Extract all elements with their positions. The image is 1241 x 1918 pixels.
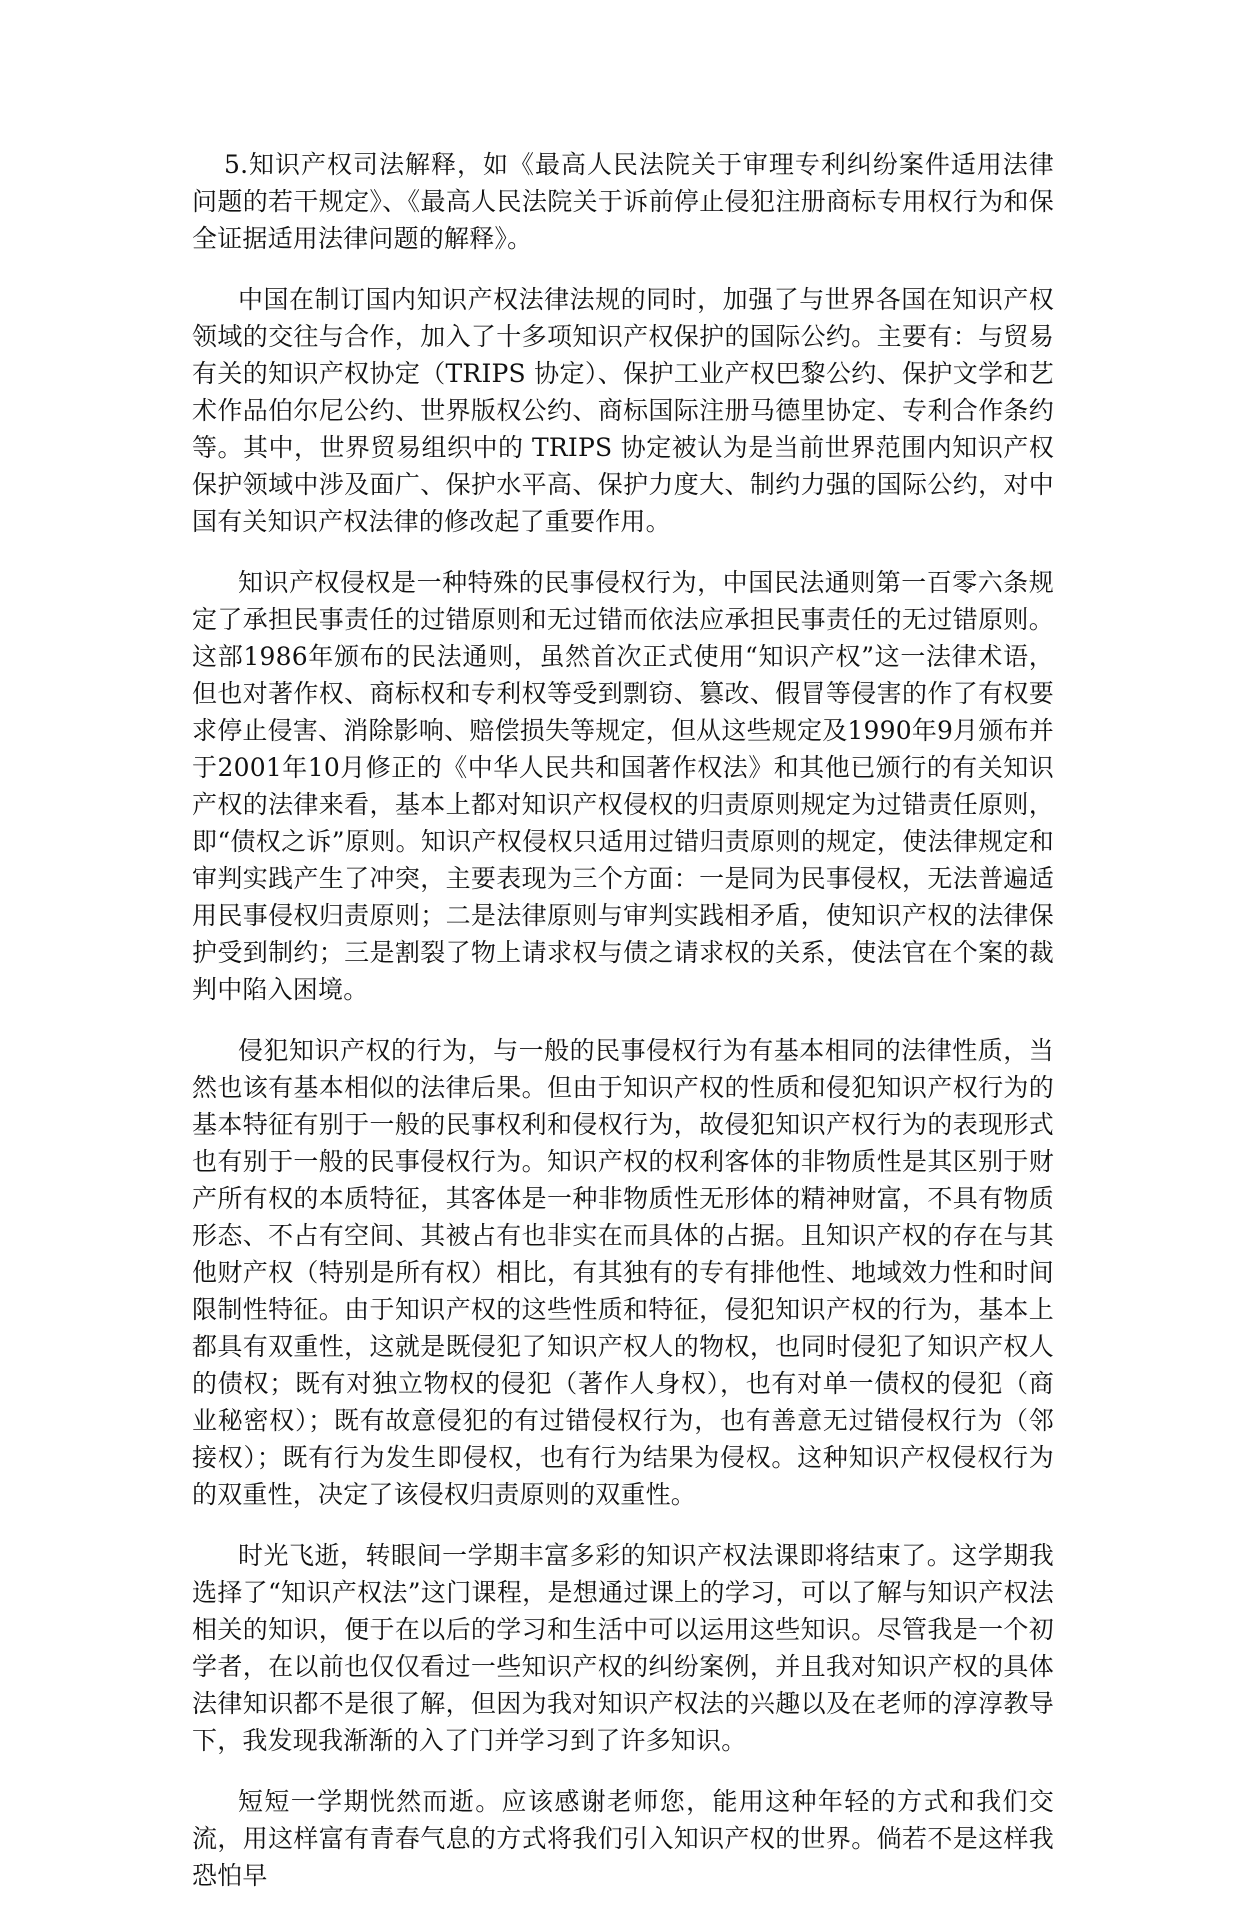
paragraph-course-reflection: 时光飞逝，转眼间一学期丰富多彩的知识产权法课即将结束了。这学期我选择了“知识产权法”这门课程，是想通过课上的学习，可以了解与知识产权法相关的知识，便于在以后的学习和生活中可以运用这些知识。尽管我是一个初学者，在以前也仅仅看过一些知识产权的纠纷案例，并且我对知识产权的具体法律知识都不是很了解，但因为我对知识产权法的兴趣以及在老师的淳淳教导下，我发现我渐渐的入了门并学习到了许多知识。 (192, 1541, 1054, 1755)
document-body (192, 146, 1054, 1918)
paragraph-infringement-principles: 知识产权侵权是一种特殊的民事侵权行为，中国民法通则第一百零六条规定了承担民事责任的过错原则和无过错而依法应承担民事责任的无过错原则。这部1986年颁布的民法通则，虽然首次正式使用“知识产权”这一法律术语，但也对著作权、商标权和专利权等受到剽窃、篡改、假冒等侵害的作了有权要求停止侵害、消除影响、赔偿损失等规定，但从这些规定及1990年9月颁布并于2001年10月修正的《中华人民共和国著作权法》和其他已颁行的有关知识产权的法律来看，基本上都对知识产权侵权的归责原则规定为过错责任原则，即“债权之诉”原则。知识产权侵权只适用过错归责原则的规定，使法律规定和审判实践产生了冲突，主要表现为三个方面：一是同为民事侵权，无法普遍适用民事侵权归责原则；二是法律原则与审判实践相矛盾，使知识产权的法律保护受到制约；三是割裂了物上请求权与债之请求权的关系，使法官在个案的裁判中陷入困境。 (192, 568, 1054, 1004)
paragraph-judicial-interpretation: 5.知识产权司法解释，如《最高人民法院关于审理专利纠纷案件适用法律问题的若干规定》、《最高人民法院关于诉前停止侵犯注册商标专用权行为和保全证据适用法律问题的解释》。 (192, 150, 1054, 253)
paragraph-infringement-nature: 侵犯知识产权的行为，与一般的民事侵权行为有基本相同的法律性质，当然也该有基本相似的法律后果。但由于知识产权的性质和侵犯知识产权行为的基本特征有别于一般的民事权利和侵权行为，故侵犯知识产权行为的表现形式也有别于一般的民事侵权行为。知识产权的权利客体的非物质性是其区别于财产所有权的本质特征，其客体是一种非物质性无形体的精神财富，不具有物质形态、不占有空间、其被占有也非实在而具体的占据。且知识产权的存在与其他财产权（特别是所有权）相比，有其独有的专有排他性、地域效力性和时间限制性特征。由于知识产权的这些性质和特征，侵犯知识产权的行为，基本上都具有双重性，这就是既侵犯了知识产权人的物权，也同时侵犯了知识产权人的债权；既有对独立物权的侵犯（著作人身权），也有对单一债权的侵犯（商业秘密权）；既有故意侵犯的有过错侵权行为，也有善意无过错侵权行为（邻接权）；既有行为发生即侵权，也有行为结果为侵权。这种知识产权侵权行为的双重性，决定了该侵权归责原则的双重性。 (192, 1036, 1054, 1509)
paragraph-international-conventions: 中国在制订国内知识产权法律法规的同时，加强了与世界各国在知识产权领域的交往与合作，加入了十多项知识产权保护的国际公约。主要有：与贸易有关的知识产权协定（TRIPS 协定）、保护工业产权巴黎公约、保护文学和艺术作品伯尔尼公约、世界版权公约、商标国际注册马德里协定、专利合作条约等。其中，世界贸易组织中的 TRIPS 协定被认为是当前世界范围内知识产权保护领域中涉及面广、保护水平高、保护力度大、制约力强的国际公约，对中国有关知识产权法律的修改起了重要作用。 (192, 285, 1054, 536)
paragraph-thanks-teacher: 短短一学期恍然而逝。应该感谢老师您，能用这种年轻的方式和我们交流，用这样富有青春气息的方式将我们引入知识产权的世界。倘若不是这样我恐怕早 (192, 1787, 1054, 1890)
